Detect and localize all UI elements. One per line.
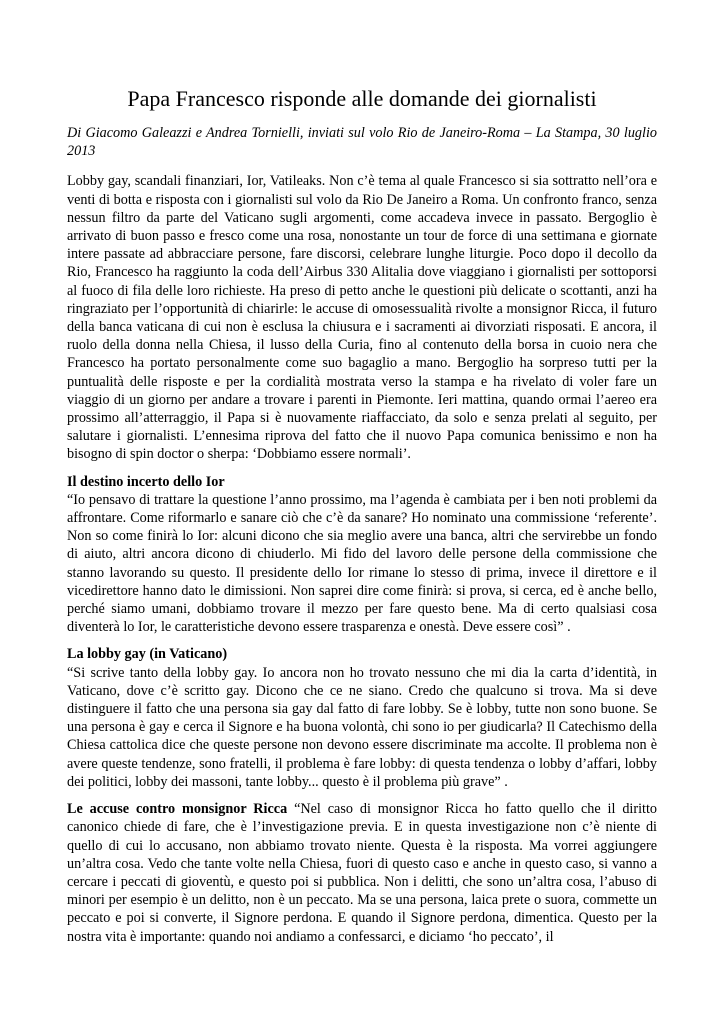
document-page [67,86,657,946]
section-lobby-gay [67,645,657,791]
section-body-ricca: “Nel caso di monsignor Ricca ho fatto quello che il diritto canonico chiede di fare, che è l’investigazione previa. E in questa investigazione non c’è niente di quello di cui lo accusano, non abbiamo trovato niente. Questa è la risposta. Ma vorrei aggiungere un’altra cosa. Vedo che tante volte nella Chiesa, fuori di questo caso e anche in questo caso, si vanno a cercare i peccati di gioventù, e questo poi si pubblica. Non i delitti, che sono un’altra cosa, l’abuso di minori per esempio è un delitto, non è un peccato. Ma se una persona, laica prete o suora, commette un peccato e poi si converte, il Signore perdona. E quando il Signore perdona, dimentica. Questo per la nostra vita è importante: quando noi andiamo a confessarci, e diciamo ‘ho peccato’, il [67,801,658,945]
section-heading-lobby-gay: La lobby gay (in Vaticano) [67,646,228,663]
section-heading-ior: Il destino incerto dello Ior [67,473,225,490]
article-byline: Di Giacomo Galeazzi e Andrea Tornielli, inviati sul volo Rio de Janeiro-Roma – La Stampa, 30 luglio 2013 [67,125,657,160]
section-heading-ricca: Le accuse contro monsignor Ricca [67,801,288,818]
section-ricca [67,800,657,946]
section-body-lobby-gay: “Si scrive tanto della lobby gay. Io ancora non ho trovato nessuno che mi dia la carta d’identità, in Vaticano, dove c’è scritto gay. Dicono che ce ne siano. Credo che qualcuno si trova. Ma si deve distinguere il fatto che una persona sia gay dal fatto di fare lobby. Se è lobby, tutte non sono buone. Se una persona è gay e cerca il Signore e ha buona volontà, chi sono io per giudicarla? Il Catechismo della Chiesa cattolica dice che queste persone non devono essere discriminate ma accolte. Il problema non è avere queste tendenze, sono fratelli, il problema è fare lobby: di questa tendenza o lobby d’affari, lobby dei politici, lobby dei massoni, tante lobby... questo è il problema più grave” . [67,664,657,790]
section-ior [67,473,657,637]
intro-paragraph: Lobby gay, scandali finanziari, Ior, Vatileaks. Non c’è tema al quale Francesco si sia sottratto nell’ora e venti di botta e risposta con i giornalisti sul volo da Rio De Janeiro a Roma. Un confronto franco, senza nessun filtro da parte del Vaticano sugli argomenti, come accadeva invece in passato. Bergoglio è arrivato di buon passo e fresco come una rosa, nonostante un tour de force di una settimana e giornate intere passate ad abbracciare persone, fare discorsi, celebrare lunghe liturgie. Poco dopo il decollo da Rio, Francesco ha raggiunto la coda dell’Airbus 330 Alitalia dove viaggiano i giornalisti per sottoporsi al fuoco di fila delle loro richieste. Ha preso di petto anche le questioni più delicate o scottanti, anzi ha ringraziato per l’opportunità di chiarirle: le accuse di omosessualità rivolte a monsignor Ricca, il futuro della banca vaticana di cui non è esclusa la chiusura e i sacramenti ai divorziati risposati. E ancora, il ruolo della donna nella Chiesa, il lusso della Curia, fino al contenuto della borsa in cuoio nera che Francesco ha portato personalmente come suo bagaglio a mano. Bergoglio ha sorpreso tutti per la puntualità delle risposte e per la cordialità mostrata verso la stampa e ha rivelato di voler fare un viaggio di un giorno per andare a trovare i parenti in Piemonte. Ieri mattina, quando ormai l’aereo era prossimo all’atterraggio, il Papa si è nuovamente riaffacciato, da solo e senza prelati al seguito, per salutare i giornalisti. L’ennesima riprova del fatto che il nuovo Papa comunica benissimo e non ha bisogno di spin doctor o sherpa: ‘Dobbiamo essere normali’. [67,173,657,463]
section-paragraph-ricca [67,800,657,946]
section-body-ior: “Io pensavo di trattare la questione l’anno prossimo, ma l’agenda è cambiata per i ben noti problemi da affrontare. Come riformarlo e sanare ciò che c’è da sanare? Ho nominato una commissione ‘referente’. Non so come finirà lo Ior: alcuni dicono che sia meglio avere una banca, altri che servirebbe un fondo di aiuto, altri ancora dicono di chiuderlo. Mi fido del lavoro delle persone della commissione che stanno lavorando su questo. Il presidente dello Ior rimane lo stesso di prima, invece il direttore e il vicedirettore hanno dato le dimissioni. Non saprei dire come finirà: si prova, si cerca, ed è anche bello, perché siamo umani, dobbiamo trovare il mezzo per fare questo bene. Ma di certo qualsiasi cosa diventerà lo Ior, le caratteristiche devono essere trasparenza e onestà. Deve essere così” . [67,491,657,636]
article-title: Papa Francesco risponde alle domande dei giornalisti [127,86,597,111]
